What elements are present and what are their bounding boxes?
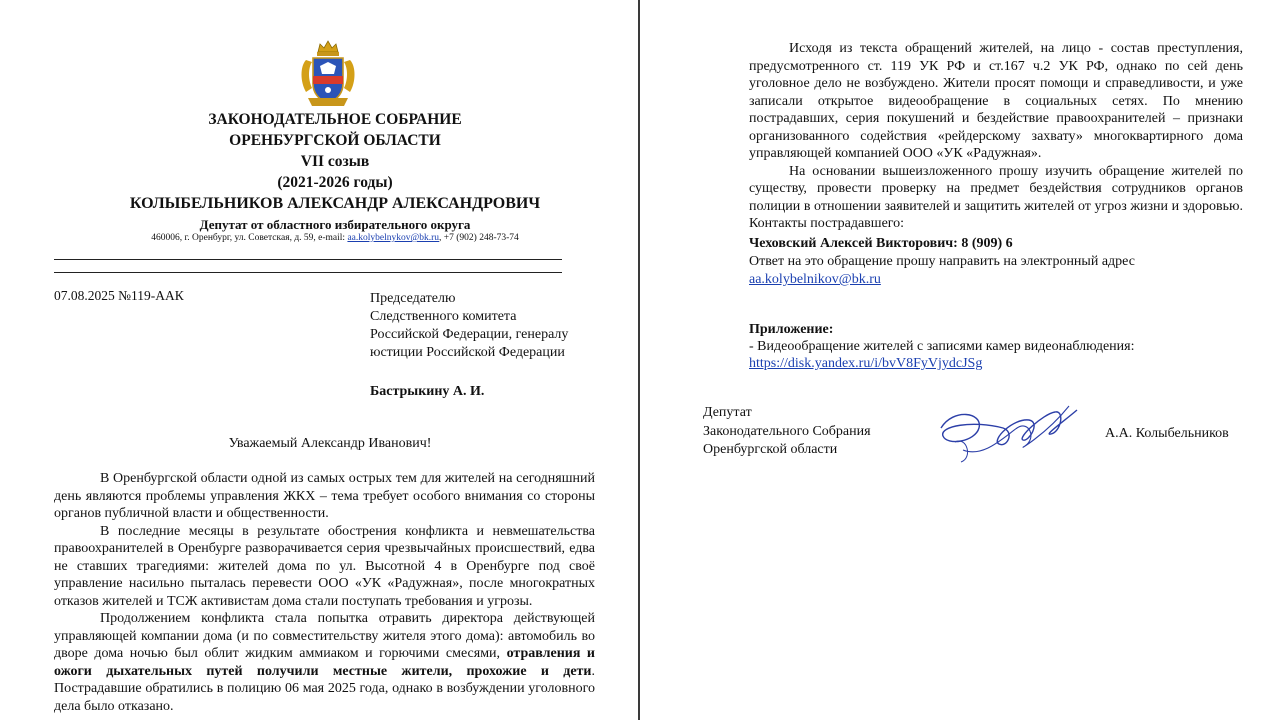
region-title: ОРЕНБУРГСКОЙ ОБЛАСТИ	[229, 132, 441, 149]
paragraph-text: Продолжением конфликта стала попытка отравить директора действующей управляющей компании дома (и по совместительству жителя этого дома): автомобиль во дворе дома ночью был облит жидким аммиаком и горючими смесями,	[54, 611, 595, 661]
reply-request: Ответ на это обращение прошу направить на электронный адрес	[749, 254, 1135, 269]
addressee-block	[370, 290, 568, 362]
attachment-title: Приложение:	[749, 322, 834, 337]
addressee-line: юстиции Российской Федерации	[370, 345, 565, 360]
header-rule-1	[54, 259, 562, 260]
addressee-name: Бастрыкину А. И.	[370, 384, 485, 399]
addressee-line: Председателю	[370, 291, 456, 306]
header-email-link[interactable]: aa.kolybelnykov@bk.ru	[347, 233, 440, 243]
registration-number: 07.08.2025 №119-ААК	[54, 288, 184, 303]
coat-of-arms-icon	[298, 38, 358, 110]
postal-address: 460006, г. Оренбург, ул. Советская, д. 59, e-mail:	[151, 233, 346, 243]
handwritten-signature-icon	[933, 398, 1083, 466]
signature-name: А.А. Колыбельников	[1105, 426, 1229, 441]
convocation-years: (2021-2026 годы)	[277, 174, 393, 191]
convocation: VII созыв	[300, 153, 370, 170]
body-paragraph: В Оренбургской области одной из самых острых тем для жителей на сегодняшний день являются проблемы управления ЖКХ – тема требует особого внимания со стороны органов публичной власти и общественности.	[54, 471, 595, 521]
letter-body	[54, 470, 595, 715]
letter-page-2	[641, 0, 1280, 720]
header-rule-2	[54, 272, 562, 273]
deputy-name: КОЛЫБЕЛЬНИКОВ АЛЕКСАНДР АЛЕКСАНДРОВИЧ	[129, 195, 541, 212]
page-divider	[638, 0, 640, 720]
attachment-description: - Видеообращение жителей с записями камер видеонаблюдения:	[749, 339, 1135, 354]
header-phone: , +7 (902) 248-73-74	[439, 233, 519, 243]
body-paragraph: На основании вышеизложенного прошу изучить обращение жителей по существу, провести проверку на предмет бездействия сотрудников органов полиции в отношении заявителей и защитить жителей от угроз жизни и здоровью. Контакты пострадавшего:	[749, 163, 1243, 231]
paragraph-text: . Пострадавшие обратились в полицию 06 мая 2025 года, однако в возбуждении уголовного дела было отказано.	[54, 663, 595, 714]
signature-role-line: Законодательного Собрания	[703, 423, 871, 439]
salutation: Уважаемый Александр Иванович!	[228, 436, 432, 451]
body-paragraph	[54, 610, 595, 715]
body-paragraph: Исходя из текста обращений жителей, на лицо - состав преступления, предусмотренного ст. 119 УК РФ и ст.167 ч.2 УК РФ, однако по сей день уголовное дело не возбуждено. Жители просят помощи и справедливости, и уже записали открытое видеообращение в социальных сетях. По мнению пострадавших, серия покушений и бездействие правоохранителей – признаки организованного содействия «рейдерскому захвату» многоквартирного дома управляющей компанией ООО «УК «Радужная».	[749, 41, 1243, 161]
attachment-link[interactable]: https://disk.yandex.ru/i/bvV8FyVjydcJSg	[749, 356, 983, 371]
deputy-role: Депутат от областного избирательного округа	[199, 217, 471, 232]
letter-body-continued	[749, 40, 1243, 233]
signature-role-line: Депутат	[703, 405, 752, 420]
victim-contact: Чеховский Алексей Викторович: 8 (909) 6	[749, 236, 1013, 251]
body-paragraph: В последние месяцы в результате обострения конфликта и невмешательства правоохранителей в Оренбурге разворачивается серия чрезвычайных происшествий, едва не ставших трагедиями: жителей дома по ул. Высотной 4 в Оренбурге под своё управление насильно пыталась перевести ООО «УК «Радужная», после многократных отказов жителей и ТСЖ активистам дома стали поступать требования и угрозы.	[54, 523, 595, 609]
letter-page-1	[0, 0, 638, 720]
bold-emphasis: отравления и ожоги дыхательных путей получили местные жители, прохожие и дети	[54, 646, 596, 679]
addressee-line: Российской Федерации, генералу	[370, 327, 569, 342]
addressee-line: Следственного комитета	[370, 309, 517, 324]
signature-role	[703, 404, 871, 460]
parliament-title: ЗАКОНОДАТЕЛЬНОЕ СОБРАНИЕ	[208, 111, 462, 128]
signature-role-line: Оренбургской области	[703, 442, 838, 457]
reply-email-link[interactable]: aa.kolybelnikov@bk.ru	[749, 272, 881, 287]
contact-address	[54, 233, 616, 243]
